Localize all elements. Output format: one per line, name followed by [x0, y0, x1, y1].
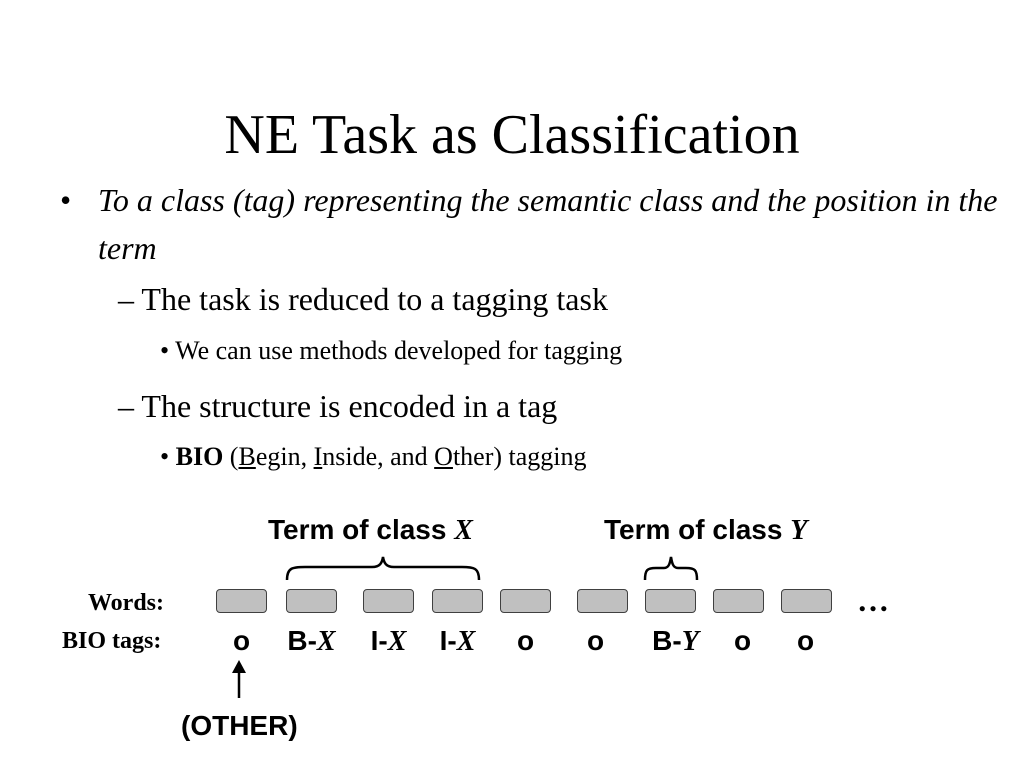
word-box: [577, 589, 628, 613]
word-box: [363, 589, 414, 613]
tag-prefix: I-: [370, 625, 388, 656]
bullet-marker: •: [60, 182, 72, 218]
ellipsis: …: [857, 582, 889, 618]
paren-open: (: [229, 442, 239, 471]
begin-rest: egin,: [255, 442, 314, 471]
brace-term-y: [645, 557, 697, 580]
word-box: [432, 589, 483, 613]
dash-marker: –: [118, 388, 134, 424]
subsubbullet-text: We can use methods developed for tagging: [175, 336, 623, 365]
term-label-var: Y: [790, 515, 808, 546]
tag-prefix: o: [516, 625, 535, 656]
bio-tag: [717, 623, 768, 660]
other-letter: O: [434, 442, 453, 471]
word-box: [500, 589, 551, 613]
bio-tag: [780, 623, 831, 660]
term-label-var: X: [454, 515, 473, 546]
tag-var: Y: [681, 626, 699, 657]
brace-term-x: [287, 557, 479, 580]
tag-prefix: o: [586, 625, 605, 656]
subbullet-text: The task is reduced to a tagging task: [141, 281, 608, 317]
tag-prefix: I-: [439, 625, 457, 656]
tag-prefix: B-: [287, 625, 317, 656]
bullet-text: To a class (tag) representing the semantic class and the position in the term: [98, 182, 998, 266]
inside-rest: nside, and: [322, 442, 435, 471]
bio-tag: [216, 623, 267, 660]
tag-prefix: B-: [652, 625, 682, 656]
term-label-text: Term of class: [268, 514, 455, 545]
word-box: [216, 589, 267, 613]
arrow-head-icon: [232, 660, 246, 673]
tag-prefix: o: [232, 625, 251, 656]
tag-prefix: o: [733, 625, 752, 656]
term-label-text: Term of class: [604, 514, 791, 545]
bio-tag: [417, 623, 498, 660]
begin-letter: B: [238, 442, 256, 471]
word-box: [645, 589, 696, 613]
word-box: [713, 589, 764, 613]
bio-tag: [500, 623, 551, 660]
subbullet-text: The structure is encoded in a tag: [141, 388, 558, 424]
bio-tag: [570, 623, 621, 660]
word-box: [286, 589, 337, 613]
tag-var: X: [456, 626, 476, 657]
dash-marker: –: [118, 281, 134, 317]
words-row-label: Words:: [88, 590, 165, 616]
bio-term: BIO: [175, 442, 224, 471]
slide-title: NE Task as Classification: [224, 104, 800, 166]
tag-prefix: o: [796, 625, 815, 656]
other-rest: ther) tagging: [452, 442, 587, 471]
inside-letter: I: [313, 442, 323, 471]
tag-var: X: [316, 626, 336, 657]
bullet-marker: •: [160, 336, 170, 365]
word-box: [781, 589, 832, 613]
bio-tag: [635, 623, 716, 660]
bio-tag: [271, 623, 352, 660]
other-label: (OTHER): [181, 710, 298, 741]
bio-tags-row-label: BIO tags:: [62, 628, 162, 654]
bullet-marker: •: [160, 442, 170, 471]
tag-var: X: [387, 626, 407, 657]
